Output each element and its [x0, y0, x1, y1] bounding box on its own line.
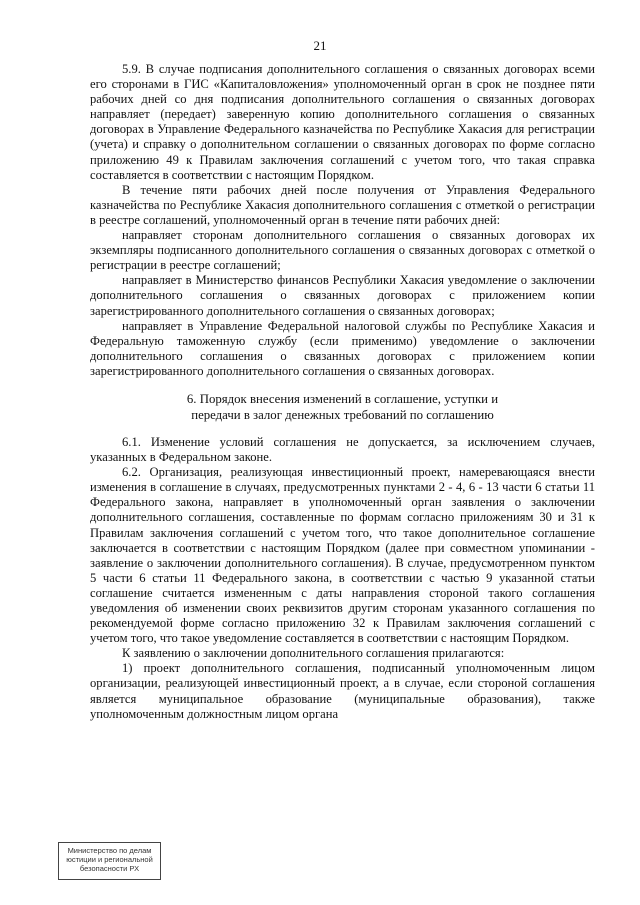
paragraph-send-to-parties: направляет сторонам дополнительного соглашения о связанных договорах их экземпляры подписанного дополнительного соглашения о связанных договорах с отметкой о регистрации в реестре соглашений;	[90, 228, 595, 273]
section-heading-line-2: передачи в залог денежных требований по соглашению	[191, 407, 494, 422]
stamp-line-1: Министерство по делам	[67, 846, 152, 855]
paragraph-5-9: 5.9. В случае подписания дополнительного соглашения о связанных договорах всеми его сторонами в ГИС «Капиталовложения» уполномоченный орган в срок не позднее пяти рабочих дней со дня подписания дополнительного соглашения о связанных договорах направляет (передает) заверенную копию дополнительного соглашения о связанных договорах в Управление Федерального казначейства по Республике Хакасия для регистрации (учета) и справку о дополнительном соглашении о связанных договорах по форме согласно приложению 49 к Правилам заключения соглашений с учетом того, что такая справка составляется в соответствии с настоящим Порядком.	[90, 62, 595, 182]
stamp-line-2: юстиции и региональной	[66, 855, 153, 864]
paragraph-attachment-1: 1) проект дополнительного соглашения, подписанный уполномоченным лицом организации, реализующей инвестиционный проект, а в случае, если стороной соглашения является муниципальное образование (муниципальные образования), также уполномоченным должностным лицом органа	[90, 661, 595, 721]
document-body	[90, 62, 595, 722]
section-6-heading	[90, 391, 595, 423]
paragraph-within-five-days: В течение пяти рабочих дней после получения от Управления Федерального казначейства по Республике Хакасия дополнительного соглашения с отметкой о регистрации в реестре соглашений, уполномоченный орган в течение пяти рабочих дней:	[90, 182, 595, 227]
stamp-line-3: безопасности РХ	[79, 864, 140, 873]
ministry-stamp	[58, 842, 161, 880]
section-heading-line-1: 6. Порядок внесения изменений в соглашение, уступки и	[186, 391, 499, 406]
paragraph-attachments-intro: К заявлению о заключении дополнительного соглашения прилагаются:	[122, 646, 505, 661]
page-number: 21	[313, 38, 327, 53]
paragraph-send-to-tax-service: направляет в Управление Федеральной налоговой службы по Республике Хакасия и Федеральную таможенную службу (если применимо) уведомление о заключении дополнительного соглашения о связанных договорах с приложением копии зарегистрированного дополнительного соглашения о связанных договорах.	[90, 318, 595, 378]
paragraph-6-1: 6.1. Изменение условий соглашения не допускается, за исключением случаев, указанных в Федеральном законе.	[90, 434, 595, 465]
paragraph-6-2: 6.2. Организация, реализующая инвестиционный проект, намеревающаяся внести изменения в соглашение в случаях, предусмотренных пунктами 2 - 4, 6 - 13 части 6 статьи 11 Федерального закона, направляет в уполномоченный орган заявления о заключении дополнительного соглашения, составленные по формам согласно приложениям 30 и 31 к Правилам заключения соглашений с учетом того, что такое дополнительное соглашение заключается в соответствии с настоящим Порядком (далее при совместном упоминании - заявление о заключении дополнительного соглашения). В случае, предусмотренном пунктом 5 части 6 статьи 11 Федерального закона, в соответствии с частью 9 указанной статьи соглашение считается измененным с даты направления стороной такого соглашения уведомления об изменении своих реквизитов другим сторонам указанного соглашения по рекомендуемой форме согласно приложению 32 к Правилам заключения соглашений с учетом того, что такое уведомление составляется в соответствии с настоящим Порядком.	[90, 465, 595, 646]
paragraph-send-to-minfin: направляет в Министерство финансов Республики Хакасия уведомление о заключении дополнительного соглашения о связанных договорах с приложением копии зарегистрированного дополнительного соглашения о связанных договорах;	[90, 273, 595, 318]
